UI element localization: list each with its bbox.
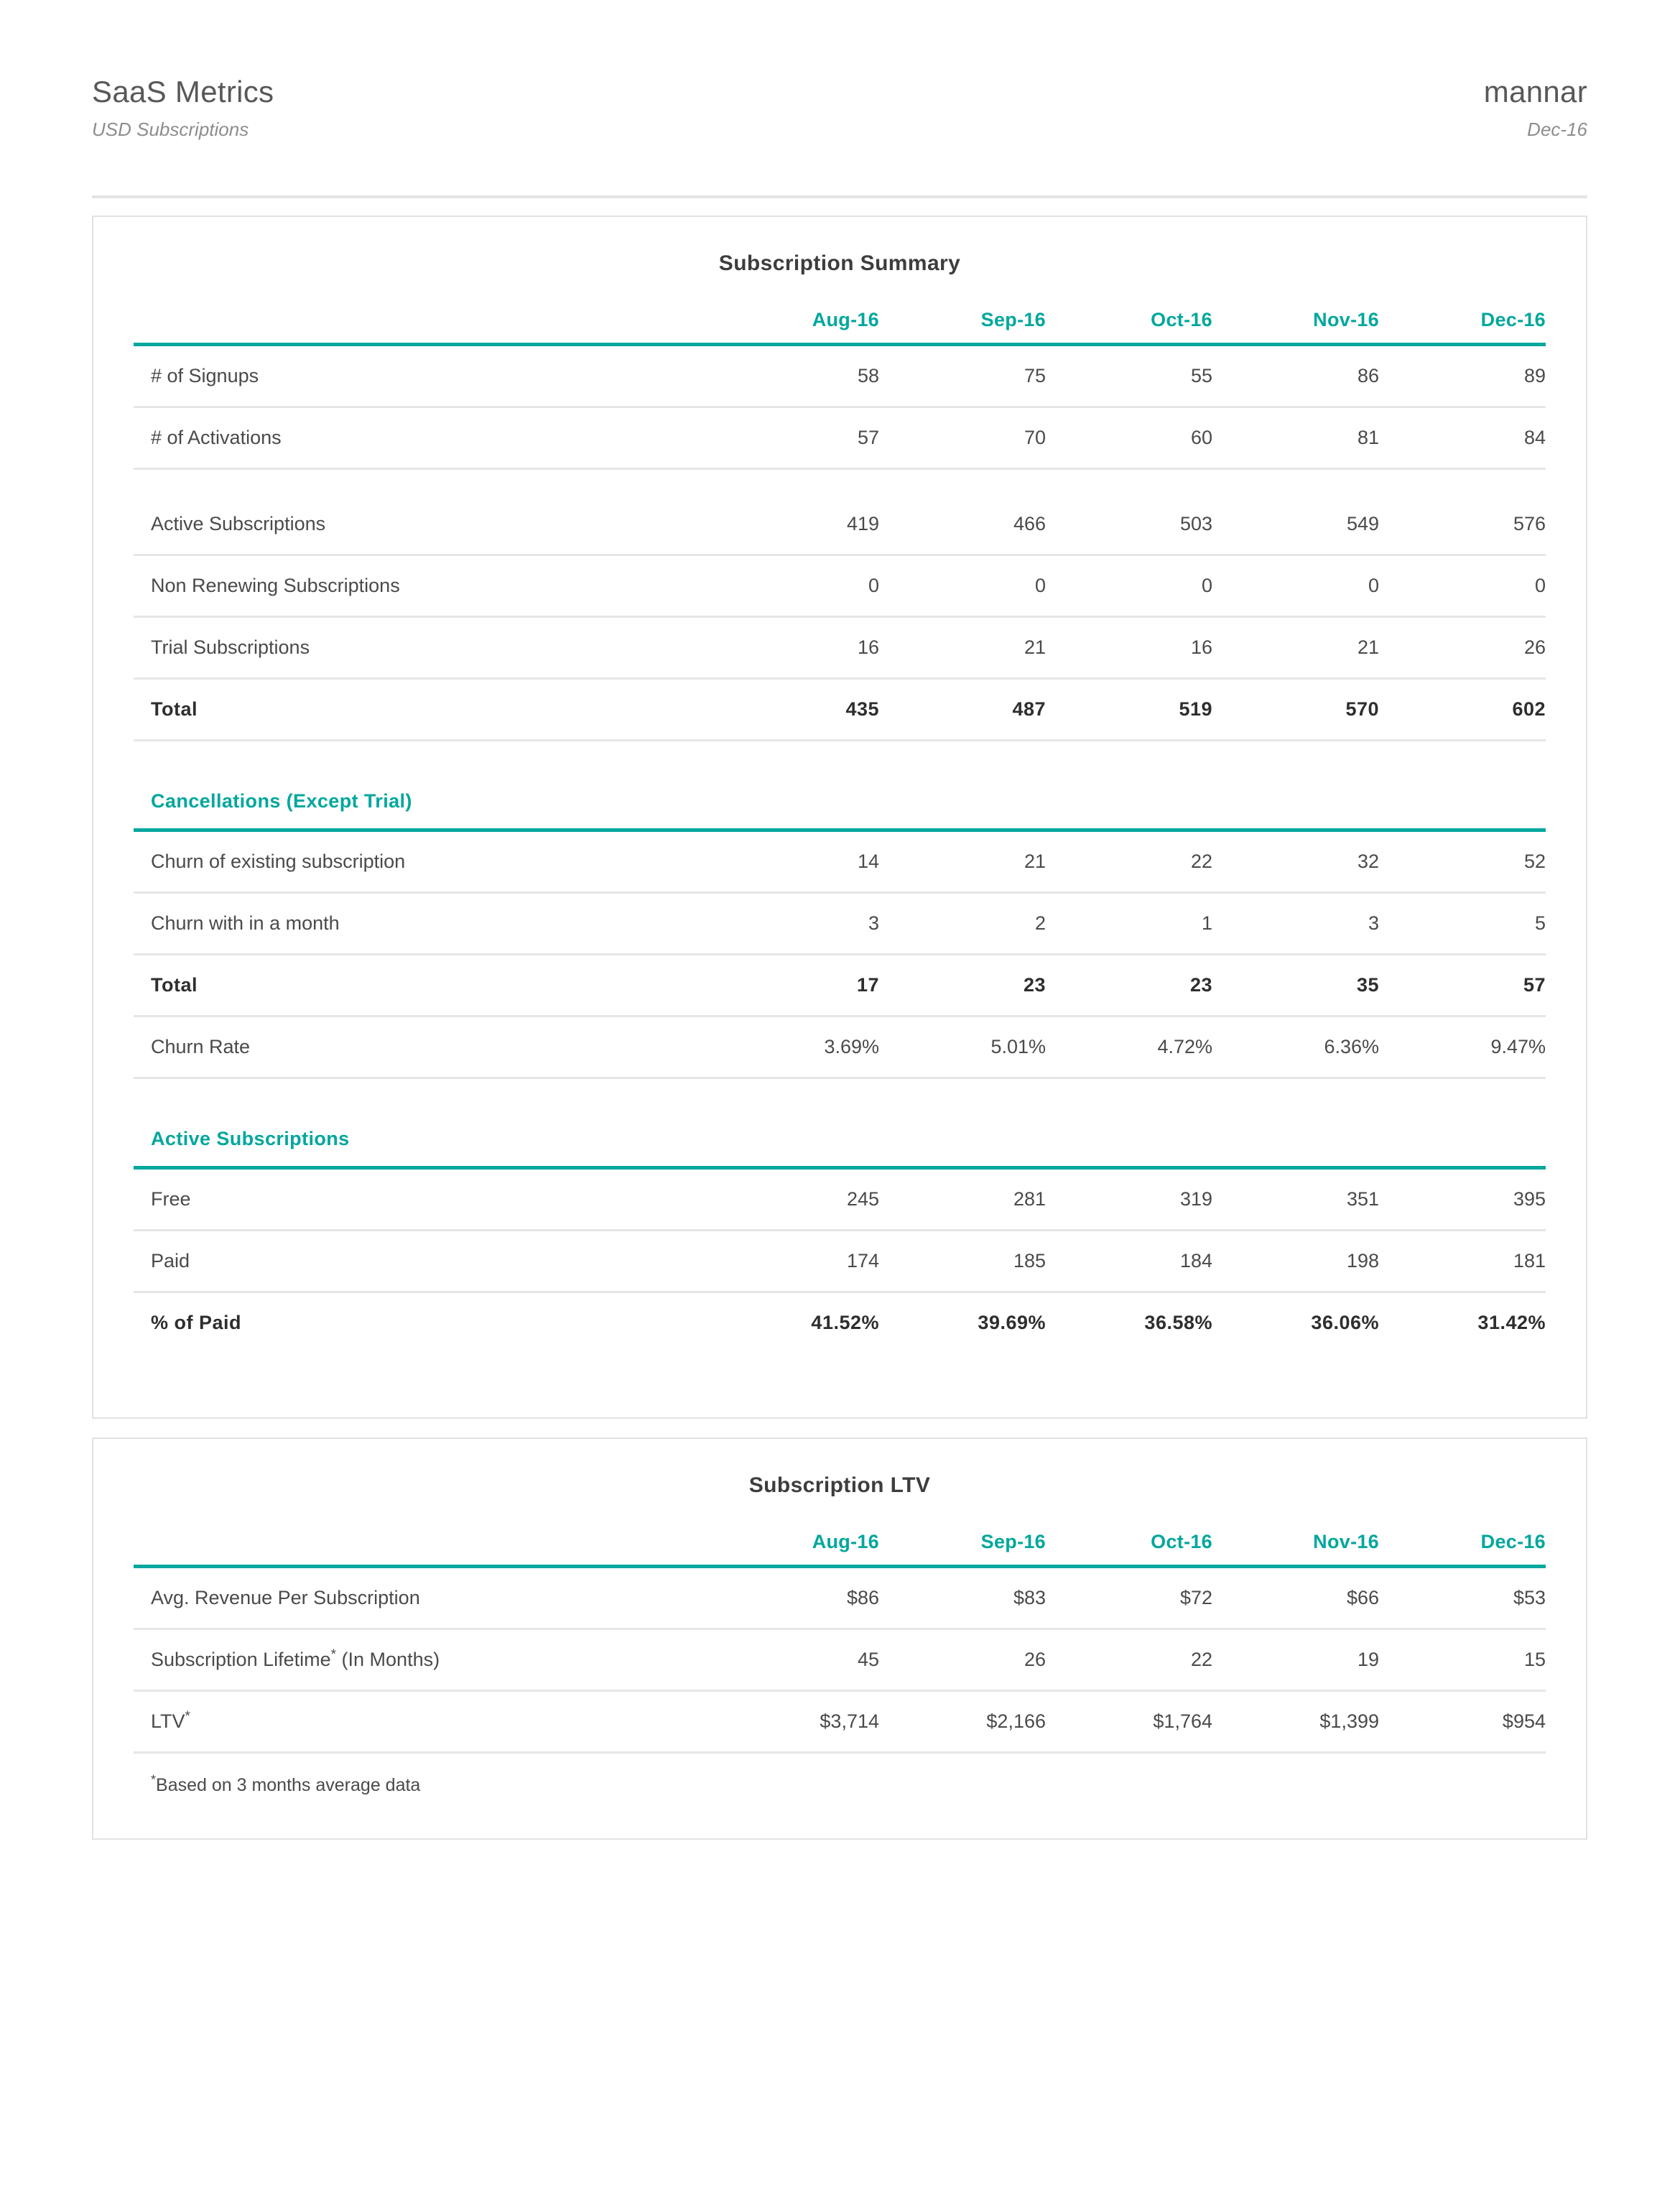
cell-free-oct16: 319 [1046,1168,1212,1231]
cell-signups-aug16: 58 [713,345,879,407]
cell-lifetime-nov16: 19 [1212,1629,1379,1691]
cell-trial-aug16: 16 [713,617,879,679]
cell-ltv-oct16: $1,764 [1046,1691,1212,1753]
cell-nonrenewing-oct16: 0 [1046,555,1212,617]
cell-canctotal-sep16: 23 [879,955,1046,1016]
row-label-arpu: Avg. Revenue Per Subscription [134,1567,713,1629]
cell-free-dec16: 395 [1379,1168,1546,1231]
cell-arpu-nov16: $66 [1212,1567,1379,1629]
subscription-ltv-title: Subscription LTV [748,1473,931,1497]
table-row [134,1231,1546,1292]
cell-free-aug16: 245 [713,1168,879,1231]
row-label-ltv-pre: LTV [151,1710,185,1732]
cell-churnexisting-dec16: 52 [1379,830,1546,893]
cell-nonrenewing-nov16: 0 [1212,555,1379,617]
cell-free-sep16: 281 [879,1168,1046,1231]
cell-arpu-aug16: $86 [713,1567,879,1629]
cell-lifetime-aug16: 45 [713,1629,879,1691]
cell-subtotal-aug16: 435 [713,679,879,741]
cell-arpu-sep16: $83 [879,1567,1046,1629]
subscription-summary-card [92,216,1587,1419]
cell-activations-oct16: 60 [1046,407,1212,469]
cell-nonrenewing-aug16: 0 [713,555,879,617]
table-row [134,617,1546,679]
row-label-signups: # of Signups [134,345,713,407]
ltv-column-header-nov16: Nov-16 [1313,1531,1379,1552]
cell-churnrate-sep16: 5.01% [879,1016,1046,1078]
row-label-trial-subscriptions: Trial Subscriptions [134,617,713,679]
cell-signups-sep16: 75 [879,345,1046,407]
cell-nonrenewing-sep16: 0 [879,555,1046,617]
section-heading-active-subscriptions: Active Subscriptions [151,1128,350,1149]
row-label-churn-existing: Churn of existing subscription [134,830,713,893]
cell-active-aug16: 419 [846,513,879,534]
cell-activations-nov16: 81 [1212,407,1379,469]
cell-signups-dec16: 89 [1379,345,1546,407]
cell-subtotal-oct16: 519 [1046,679,1212,741]
row-label-churn-within-month: Churn with in a month [134,893,713,955]
row-label-free: Free [134,1168,713,1231]
row-label-non-renewing: Non Renewing Subscriptions [134,555,713,617]
page-title: SaaS Metrics [92,75,274,108]
ltv-table-body [134,1567,1546,1810]
ltv-column-header-sep16: Sep-16 [980,1531,1046,1552]
table-row [134,1016,1546,1078]
cell-activations-aug16: 57 [713,407,879,469]
cell-churnrate-aug16: 3.69% [713,1016,879,1078]
report-header [92,75,1587,141]
table-row [134,830,1546,893]
column-header-aug16: Aug-16 [812,309,879,330]
table-row [134,1629,1546,1691]
footnote-marker-icon: * [330,1647,337,1662]
cell-activations-dec16: 84 [1379,407,1546,469]
cell-signups-nov16: 86 [1212,345,1379,407]
subscription-summary-title: Subscription Summary [718,251,961,275]
cell-active-nov16: 549 [1346,513,1379,534]
row-label-ltv [134,1691,713,1753]
row-label-subscriptions-total: Total [134,679,713,741]
table-body [134,345,1546,1353]
footnote-marker-icon: * [185,1709,190,1724]
cell-lifetime-dec16: 15 [1379,1629,1546,1691]
subscription-ltv-card [92,1437,1587,1840]
cell-canctotal-nov16: 35 [1212,955,1379,1016]
section-heading-row-active-subscriptions [134,1103,1546,1168]
row-label-cancellations-total: Total [134,955,713,1016]
cell-paid-nov16: 198 [1212,1231,1379,1292]
cell-trial-nov16: 21 [1212,617,1379,679]
cell-lifetime-sep16: 26 [879,1629,1046,1691]
report-period: Dec-16 [1527,119,1587,141]
header-spacer-cell [134,276,1546,309]
cell-arpu-dec16: $53 [1379,1567,1546,1629]
cell-canctotal-oct16: 23 [1046,955,1212,1016]
cell-churnmonth-aug16: 3 [713,893,879,955]
cell-churnexisting-aug16: 14 [713,830,879,893]
cell-pctpaid-dec16: 31.42% [1379,1292,1546,1353]
table-row [134,893,1546,955]
column-header-dec16: Dec-16 [1480,309,1546,330]
row-gap [134,741,1546,767]
cell-pctpaid-oct16: 36.58% [1046,1292,1212,1353]
cell-pctpaid-sep16: 39.69% [879,1292,1046,1353]
table-row [134,1168,1546,1231]
cell-ltv-dec16: $954 [1379,1691,1546,1753]
row-gap-cell [134,1078,1546,1104]
row-gap [134,469,1546,495]
row-label-active-subscriptions: Active Subscriptions [151,513,326,534]
cell-paid-oct16: 184 [1046,1231,1212,1292]
cell-active-dec16: 576 [1513,513,1546,534]
cell-activations-sep16: 70 [879,407,1046,469]
column-header-row [134,309,1546,345]
cell-ltv-sep16: $2,166 [879,1691,1046,1753]
row-label-activations: # of Activations [134,407,713,469]
column-header-sep16: Sep-16 [980,309,1046,330]
cell-churnexisting-nov16: 32 [1212,830,1379,893]
ltv-table-header [134,1498,1546,1567]
cell-churnexisting-oct16: 22 [1046,830,1212,893]
ltv-column-header-dec16: Dec-16 [1480,1531,1546,1552]
cell-free-nov16: 351 [1212,1168,1379,1231]
section-heading-row-cancellations [134,766,1546,830]
cell-churnmonth-nov16: 3 [1212,893,1379,955]
cell-churnmonth-dec16: 5 [1379,893,1546,955]
cell-churnmonth-oct16: 1 [1046,893,1212,955]
cell-active-oct16: 503 [1179,513,1212,534]
table-row-total [134,955,1546,1016]
cell-lifetime-oct16: 22 [1046,1629,1212,1691]
row-label-churn-rate: Churn Rate [134,1016,713,1078]
row-label-subscription-lifetime-post: (In Months) [336,1649,440,1670]
cell-churnrate-dec16: 9.47% [1379,1016,1546,1078]
row-gap-cell [134,741,1546,767]
cell-nonrenewing-dec16: 0 [1379,555,1546,617]
column-header-oct16: Oct-16 [1151,309,1212,330]
cell-canctotal-aug16: 17 [713,955,879,1016]
cell-paid-sep16: 185 [879,1231,1046,1292]
page-subtitle: USD Subscriptions [92,119,249,141]
footnote-row [134,1753,1546,1810]
table-row [134,1691,1546,1753]
subscription-summary-table [134,276,1546,1353]
table-row [134,345,1546,407]
cell-paid-dec16: 181 [1379,1231,1546,1292]
ltv-header-spacer-row [134,1498,1546,1531]
row-gap-cell [134,469,1546,495]
cell-trial-sep16: 21 [879,617,1046,679]
cell-pctpaid-aug16: 41.52% [713,1292,879,1353]
cell-ltv-aug16: $3,714 [713,1691,879,1753]
column-header-nov16: Nov-16 [1313,309,1379,330]
table-row-total [134,1292,1546,1353]
cell-subtotal-nov16: 570 [1212,679,1379,741]
cell-trial-dec16: 26 [1379,617,1546,679]
row-label-subscription-lifetime [134,1629,713,1691]
ltv-header-spacer-cell [134,1498,1546,1531]
footnote-marker-icon: * [151,1772,157,1787]
footnote [134,1753,1546,1810]
report-header-left [92,75,274,141]
row-gap [134,1078,1546,1104]
cell-active-sep16: 466 [1013,513,1046,534]
cell-paid-aug16: 174 [713,1231,879,1292]
cell-churnexisting-sep16: 21 [879,830,1046,893]
table-header [134,276,1546,345]
row-label-subscription-lifetime-pre: Subscription Lifetime [151,1649,331,1670]
ltv-column-header-aug16: Aug-16 [812,1531,879,1552]
cell-ltv-nov16: $1,399 [1212,1691,1379,1753]
cell-arpu-oct16: $72 [1046,1567,1212,1629]
table-row [134,494,1546,555]
table-row [134,1567,1546,1629]
footnote-text: Based on 3 months average data [156,1775,421,1795]
subscription-ltv-table [134,1498,1546,1809]
cell-churnmonth-sep16: 2 [879,893,1046,955]
column-header-blank [134,309,713,345]
row-label-paid: Paid [134,1231,713,1292]
ltv-column-header-oct16: Oct-16 [1151,1531,1212,1552]
cell-canctotal-dec16: 57 [1379,955,1546,1016]
header-spacer-row [134,276,1546,309]
table-row-total [134,679,1546,741]
row-label-percent-paid: % of Paid [134,1292,713,1353]
section-heading-cancellations: Cancellations (Except Trial) [151,790,412,812]
cell-subtotal-dec16: 602 [1379,679,1546,741]
report-header-right [1484,75,1587,141]
table-row [134,555,1546,617]
cell-churnrate-oct16: 4.72% [1046,1016,1212,1078]
cell-subtotal-sep16: 487 [879,679,1046,741]
table-row [134,407,1546,469]
cell-churnrate-nov16: 6.36% [1212,1016,1379,1078]
brand-name: mannar [1483,75,1587,108]
cell-trial-oct16: 16 [1046,617,1212,679]
ltv-column-header-blank [134,1531,713,1567]
ltv-column-header-row [134,1531,1546,1567]
cell-signups-oct16: 55 [1046,345,1212,407]
cell-pctpaid-nov16: 36.06% [1212,1292,1379,1353]
header-divider [92,195,1587,198]
